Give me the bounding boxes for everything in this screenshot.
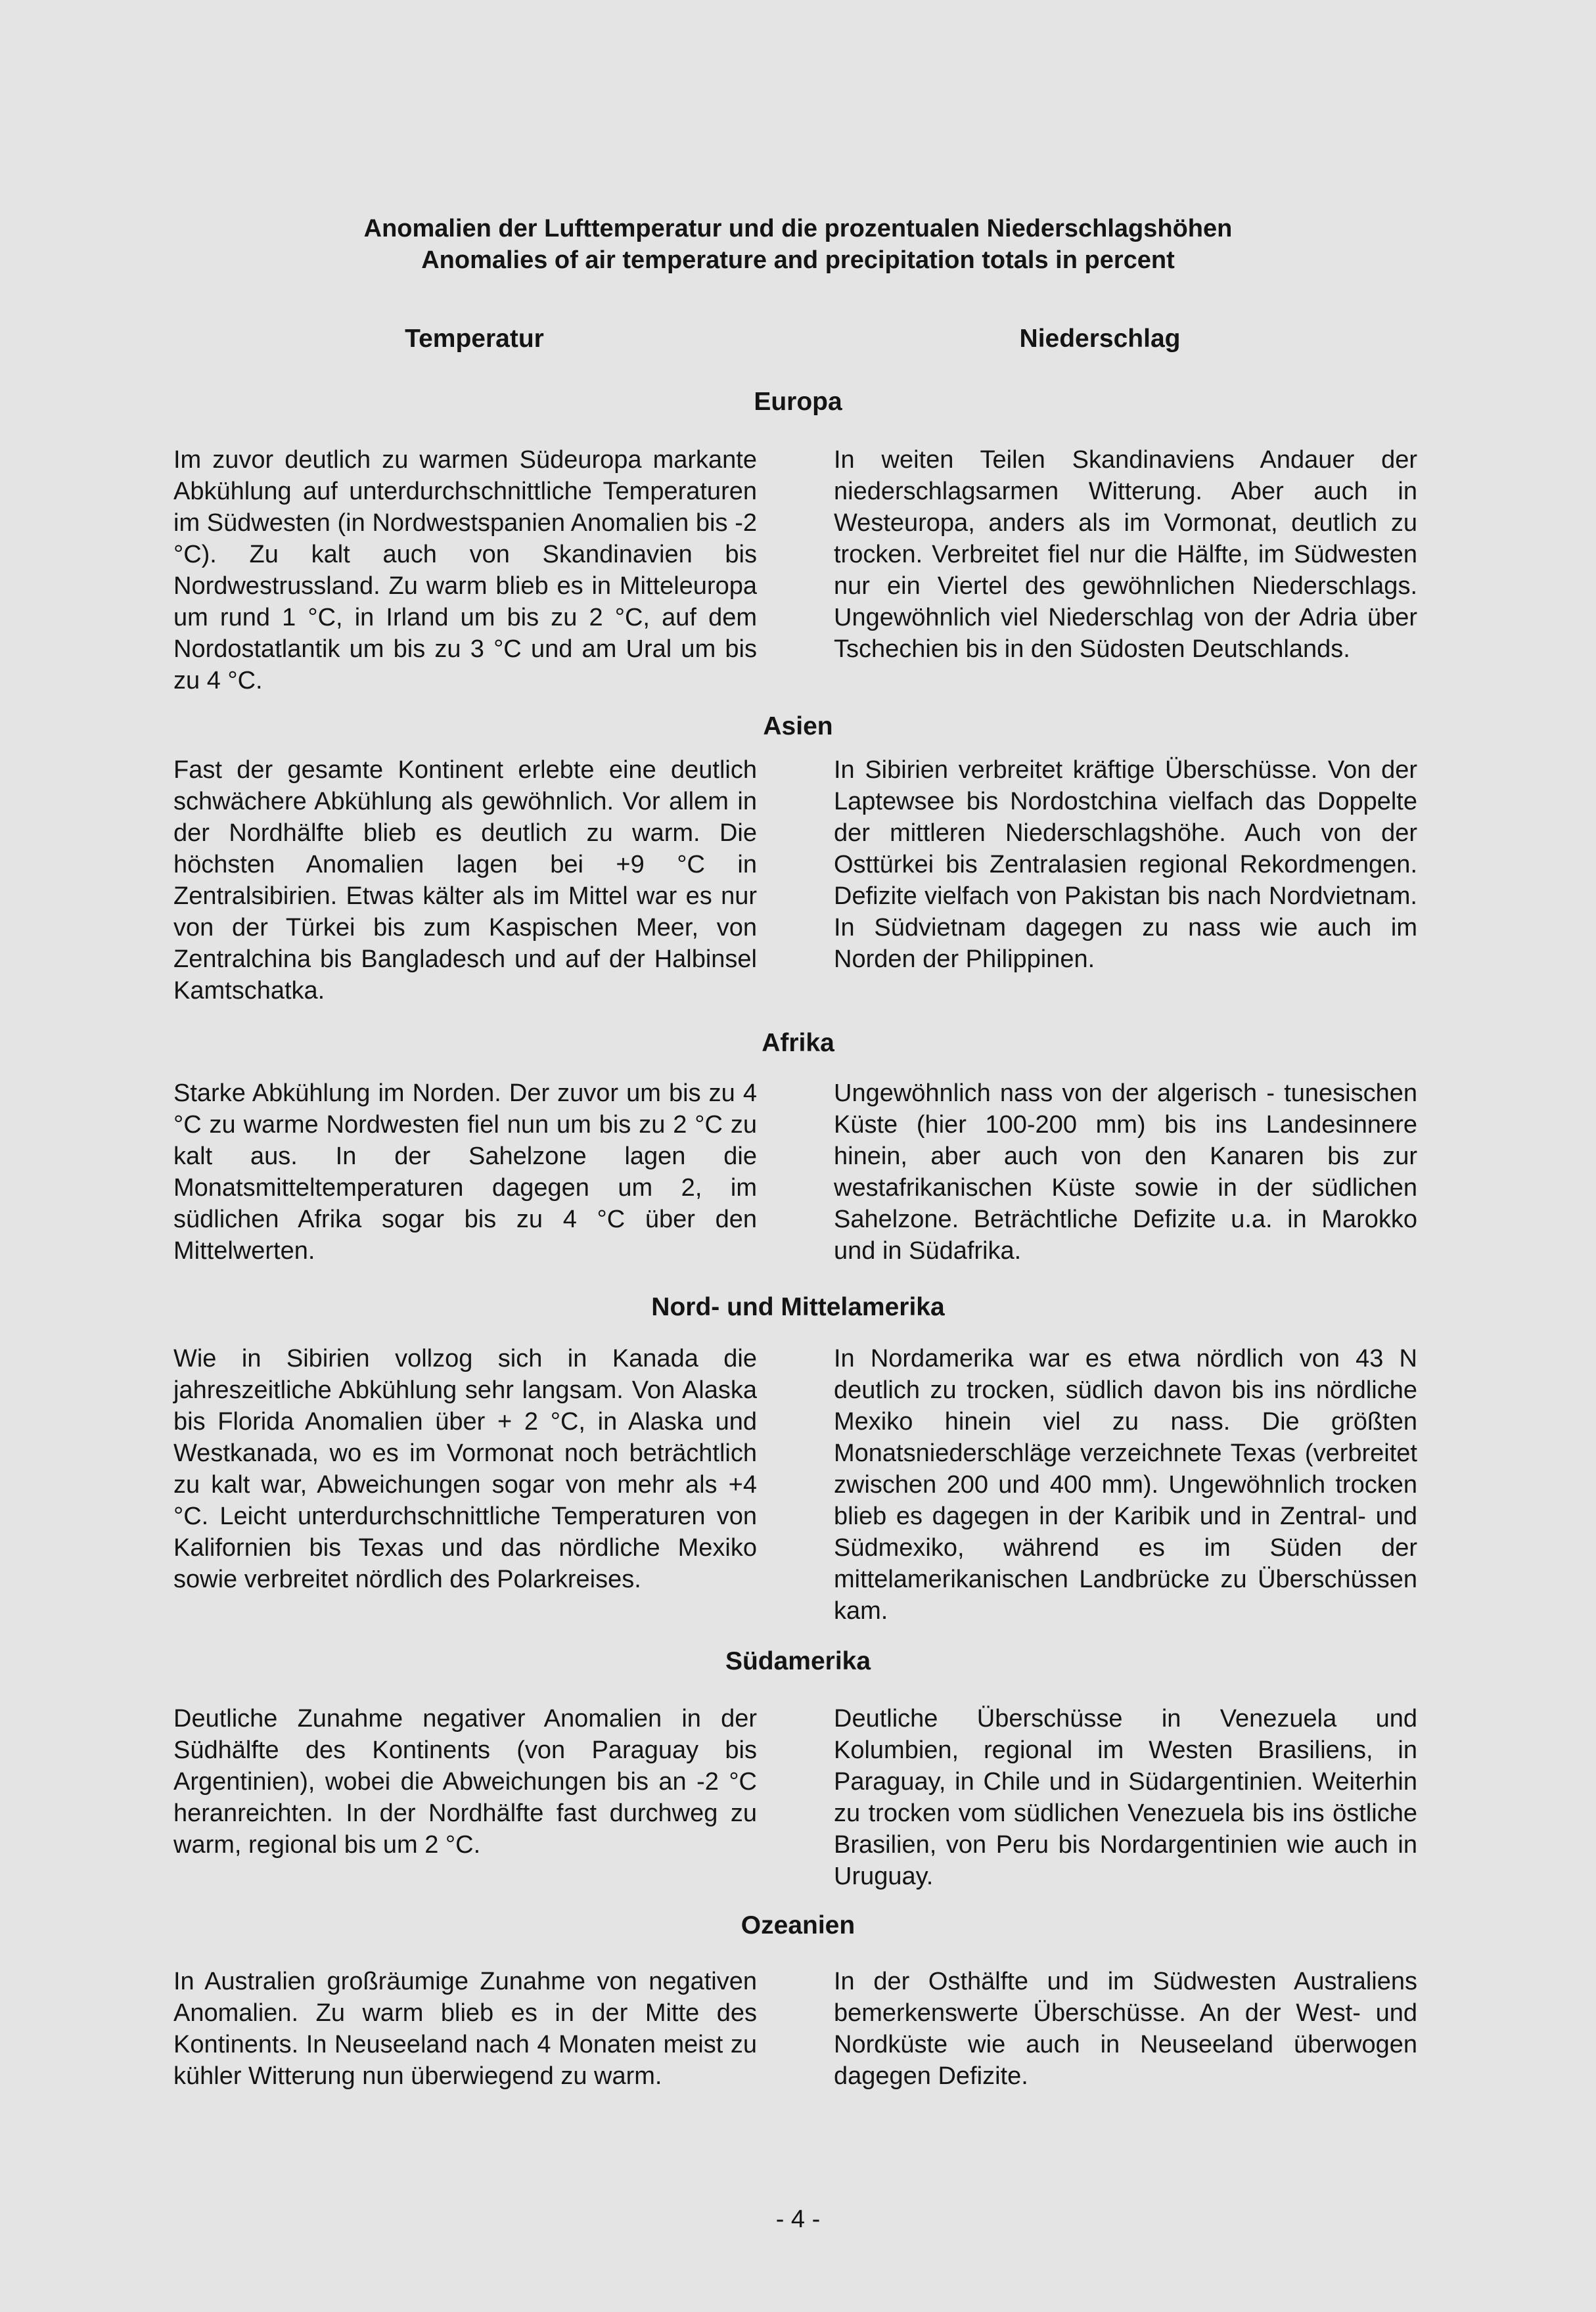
title-english: Anomalies of air temperature and precipitation totals in percent [421,246,1175,274]
region-heading-ozeanien: Ozeanien [741,1911,855,1939]
region-heading-afrika: Afrika [762,1029,834,1057]
precipitation-text-ozeanien: In der Osthälfte und im Südwesten Australiens bemerkenswerte Überschüsse. An der West- und Nordküste wie auch in Neuseeland überwogen dagegen Defizite. [834,1968,1417,2090]
precipitation-text-asien: In Sibirien verbreitet kräftige Überschüsse. Von der Laptewsee bis Nordostchina vielfach das Doppelte der mittleren Niederschlagshöhe. Auch von der Osttürkei bis Zentralasien regional Rekordmengen. Defizite vielfach von Pakistan bis nach Nordvietnam. In Südvietnam dagegen zu nass wie auch im Norden der Philippinen. [834,756,1417,973]
precipitation-text-europa: In weiten Teilen Skandinaviens Andauer der niederschlagsarmen Witterung. Aber auch in Westeuropa, anders als im Vormonat, deutlich zu trocken. Verbreitet fiel nur die Hälfte, im Südwesten nur ein Viertel des gewöhnlichen Niederschlags. Ungewöhnlich viel Niederschlag von der Adria über Tschechien bis in den Südosten Deutschlands. [834,446,1417,663]
title-german: Anomalien der Lufttemperatur und die prozentualen Niederschlagshöhen [363,215,1233,242]
temperature-text-suedamerika: Deutliche Zunahme negativer Anomalien in der Südhälfte des Kontinents (von Paraguay bis Argentinien), wobei die Abweichungen bis an -2 °C heranreichten. In der Nordhälfte fast durchweg zu warm, regional bis um 2 °C. [173,1705,757,1859]
temperature-text-afrika: Starke Abkühlung im Norden. Der zuvor um bis zu 4 °C zu warme Nordwesten fiel nun um bis zu 2 °C zu kalt aus. In der Sahelzone lagen die Monatsmitteltemperaturen dagegen um 2, im südlichen Afrika sogar bis zu 4 °C über den Mittelwerten. [173,1079,757,1265]
precipitation-text-nord-und-mittelamerika: In Nordamerika war es etwa nördlich von 43 N deutlich zu trocken, südlich davon bis ins nördliche Mexiko hinein viel zu nass. Die größten Monatsniederschläge verzeichnete Texas (verbreitet zwischen 200 und 400 mm). Ungewöhnlich trocken blieb es dagegen in der Karibik und in Zentral- und Südmexiko, während es im Süden der mittelamerikanischen Landbrücke zu Überschüssen kam. [834,1345,1417,1625]
region-heading-europa: Europa [754,388,842,416]
precipitation-text-afrika: Ungewöhnlich nass von der algerisch - tunesischen Küste (hier 100-200 mm) bis ins Landesinnere hinein, aber auch von den Kanaren bis zur westafrikanischen Küste sowie in der südlichen Sahelzone. Beträchtliche Defizite u.a. in Marokko und in Südafrika. [834,1079,1417,1265]
region-heading-nord-und-mittelamerika: Nord- und Mittelamerika [651,1293,945,1321]
region-heading-asien: Asien [763,712,833,740]
temperature-text-ozeanien: In Australien großräumige Zunahme von negativen Anomalien. Zu warm blieb es in der Mitte des Kontinents. In Neuseeland nach 4 Monaten meist zu kühler Witterung nun überwiegend zu warm. [173,1968,757,2090]
page-number: - 4 - [775,2206,821,2233]
temperature-text-asien: Fast der gesamte Kontinent erlebte eine deutlich schwächere Abkühlung als gewöhnlich. Vor allem in der Nordhälfte blieb es deutlich zu warm. Die höchsten Anomalien lagen bei +9 °C in Zentralsibirien. Etwas kälter als im Mittel war es nur von der Türkei bis zum Kaspischen Meer, von Zentralchina bis Bangladesch und auf der Halbinsel Kamtschatka. [173,756,757,1005]
temperature-text-nord-und-mittelamerika: Wie in Sibirien vollzog sich in Kanada die jahreszeitliche Abkühlung sehr langsam. Von Alaska bis Florida Anomalien über + 2 °C, in Alaska und Westkanada, wo es im Vormonat noch beträchtlich zu kalt war, Abweichungen sogar von mehr als +4 °C. Leicht unterdurchschnittliche Temperaturen von Kalifornien bis Texas und das nördliche Mexiko sowie verbreitet nördlich des Polarkreises. [173,1345,757,1593]
precipitation-text-suedamerika: Deutliche Überschüsse in Venezuela und Kolumbien, regional im Westen Brasiliens, in Paraguay, in Chile und in Südargentinien. Weiterhin zu trocken vom südlichen Venezuela bis ins östliche Brasilien, von Peru bis Nordargentinien wie auch in Uruguay. [834,1705,1417,1890]
column-header-precipitation: Niederschlag [1019,325,1181,353]
region-heading-suedamerika: Südamerika [725,1647,871,1675]
temperature-text-europa: Im zuvor deutlich zu warmen Südeuropa markante Abkühlung auf unterdurchschnittliche Temperaturen im Südwesten (in Nordwestspanien Anomalien bis -2 °C). Zu kalt auch von Skandinavien bis Nordwestrussland. Zu warm blieb es in Mitteleuropa um rund 1 °C, in Irland um bis zu 2 °C, auf dem Nordostatlantik um bis zu 3 °C und am Ural um bis zu 4 °C. [173,446,757,694]
column-header-temperature: Temperatur [405,325,544,353]
